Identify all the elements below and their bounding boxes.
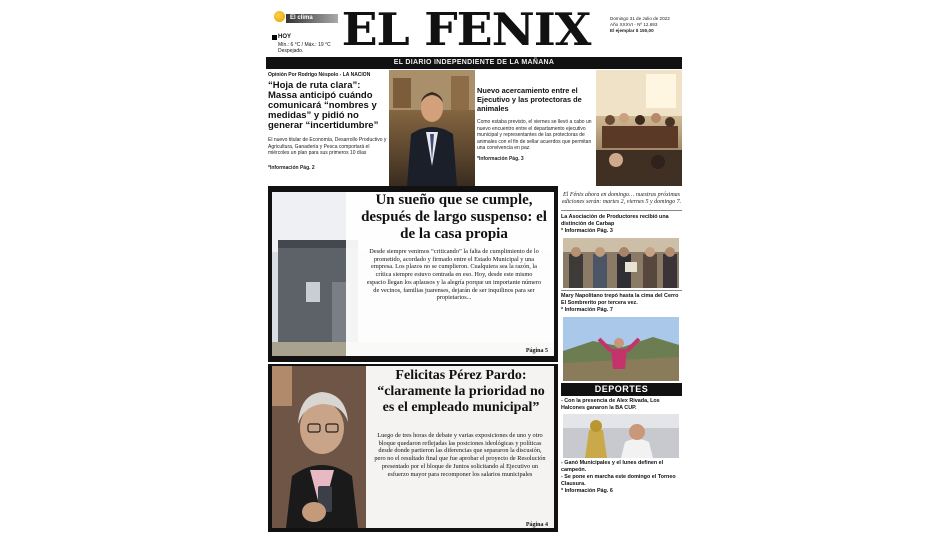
story-kicker: Opinión Por Rodrigo Néspolo - LA NACION: [268, 72, 371, 78]
cerro-photo: [563, 317, 679, 381]
story-body: Desde siempre venimos “criticando” la falta de cumplimiento de lo prometido, acordado y firmado entre el Estado Municipal y una empresa. Los plazos no se cumplieron. Cualquiera sea la razón, la crítica siempre estuvo centrada en eso. Hoy, desde este mismo espacio llegan los aplausos y la alegría porque un importante número de vecinos, familias juarenses, dejarán de ser inquilinos para ser propietarios...: [366, 248, 542, 302]
top-story-massa[interactable]: [268, 72, 388, 184]
weather-desc: Despejado.: [278, 48, 304, 54]
sidebar-item-ref: * Información Pág. 3: [561, 227, 613, 234]
weather-minmax: Mín.: 6 °C / Máx.: 19 °C: [278, 42, 331, 48]
sports-item-clausura[interactable]: - Se pone en marcha este domingo el Torneo Clausura.: [561, 473, 676, 487]
edition-date: Domingo 31 de Julio de 2022: [610, 16, 670, 21]
square-bullet-icon: [272, 35, 277, 40]
story-headline: Un sueño que se cumple, después de largo suspenso: el de la casa propia: [361, 192, 547, 242]
story-headline-line2: “claramente la prioridad no es el empleado municipal”: [377, 384, 545, 415]
weather-tag: El clima: [286, 14, 338, 23]
story-body: Luego de tres horas de debate y varias exposiciones de uno y otro bloque quedaron reflejadas las posiciones ideológicas y políticas desde donde partieron las diferencias que separaron la discusión, pero no el resultado final que fue aprobar el proyecto de Resolución presentado por el bloque de Juntos solicitando al Ejecutivo un esfuerzo mayor para recomponer los salarios municipales: [374, 432, 546, 478]
sun-icon: [274, 11, 285, 22]
edition-info: [610, 16, 682, 34]
page-ref: Página 5: [525, 348, 548, 354]
main-story-perez-pardo[interactable]: [268, 364, 558, 532]
productores-photo: [563, 238, 679, 288]
masthead-title: EL FENIX: [341, 3, 591, 56]
story-headline: “Hoja de ruta clara”: Massa anticipó cuándo comunicará “nombres y medidas” y pidió no generar “incertidumbre”: [268, 80, 379, 131]
newspaper-front-page: [266, 0, 682, 533]
story-body: El nuevo titular de Economía, Desarrollo Productivo y Agricultura, Ganadería y Pesca comportará el miércoles un plan para sus primeros 10 días: [268, 137, 387, 156]
story-ref: *Información Pág. 3: [477, 155, 524, 162]
top-story-protectoras[interactable]: [477, 72, 595, 184]
sports-photo: [563, 414, 679, 458]
story-headline: Nuevo acercamiento entre el Ejecutivo y las protectoras de animales: [477, 86, 582, 113]
sidebar-item-ref: * Información Pág. 7: [561, 306, 613, 313]
tagline-band: EL DIARIO INDEPENDIENTE DE LA MAÑANA: [266, 57, 682, 69]
edition-price: El ejemplar $ 150,00: [610, 28, 654, 33]
sidebar: [561, 186, 682, 533]
sports-item-halcones[interactable]: - Con la presencia de Alex Rivada, Los Halcones ganaron la BA CUP.: [561, 397, 660, 411]
divider: [561, 290, 682, 291]
sidebar-item-napolitano[interactable]: Mary Napolitano trepó hasta la cima del Cerro El Sombrerito por tercera vez.: [561, 292, 679, 306]
divider: [561, 210, 682, 211]
sports-section-title: DEPORTES: [561, 383, 682, 396]
story-body: Como estaba previsto, el viernes se llevó a cabo un nuevo encuentro entre el departamento ejecutivo municipal y representantes de las protectoras de animales con el fin de sellar acuerdos que permitan una convivencia en paz.: [477, 119, 592, 151]
meeting-photo: [596, 70, 682, 186]
main-story-casa-propia[interactable]: [268, 186, 558, 362]
sports-ref: * Información Pág. 6: [561, 487, 613, 494]
story-headline-line1: Felicitas Pérez Pardo:: [395, 368, 527, 383]
sidebar-item-productores[interactable]: La Asociación de Productores recibió una distinción de Carbap: [561, 213, 669, 227]
sidebar-promo: El Fénix ahora en domingo… nuestras próximas ediciones serán: martes 2, viernes 5 y domingo 7.: [561, 192, 682, 206]
page-ref: Página 4: [525, 522, 548, 528]
massa-photo: [389, 70, 475, 186]
sports-item-municipales[interactable]: - Ganó Municipales y el lunes definen el campeón.: [561, 459, 664, 473]
edition-year: Año XXXVI - Nº 12.693: [610, 22, 658, 27]
weather-day: HOY: [278, 34, 292, 40]
story-ref: *Información Pág. 2: [268, 164, 315, 171]
